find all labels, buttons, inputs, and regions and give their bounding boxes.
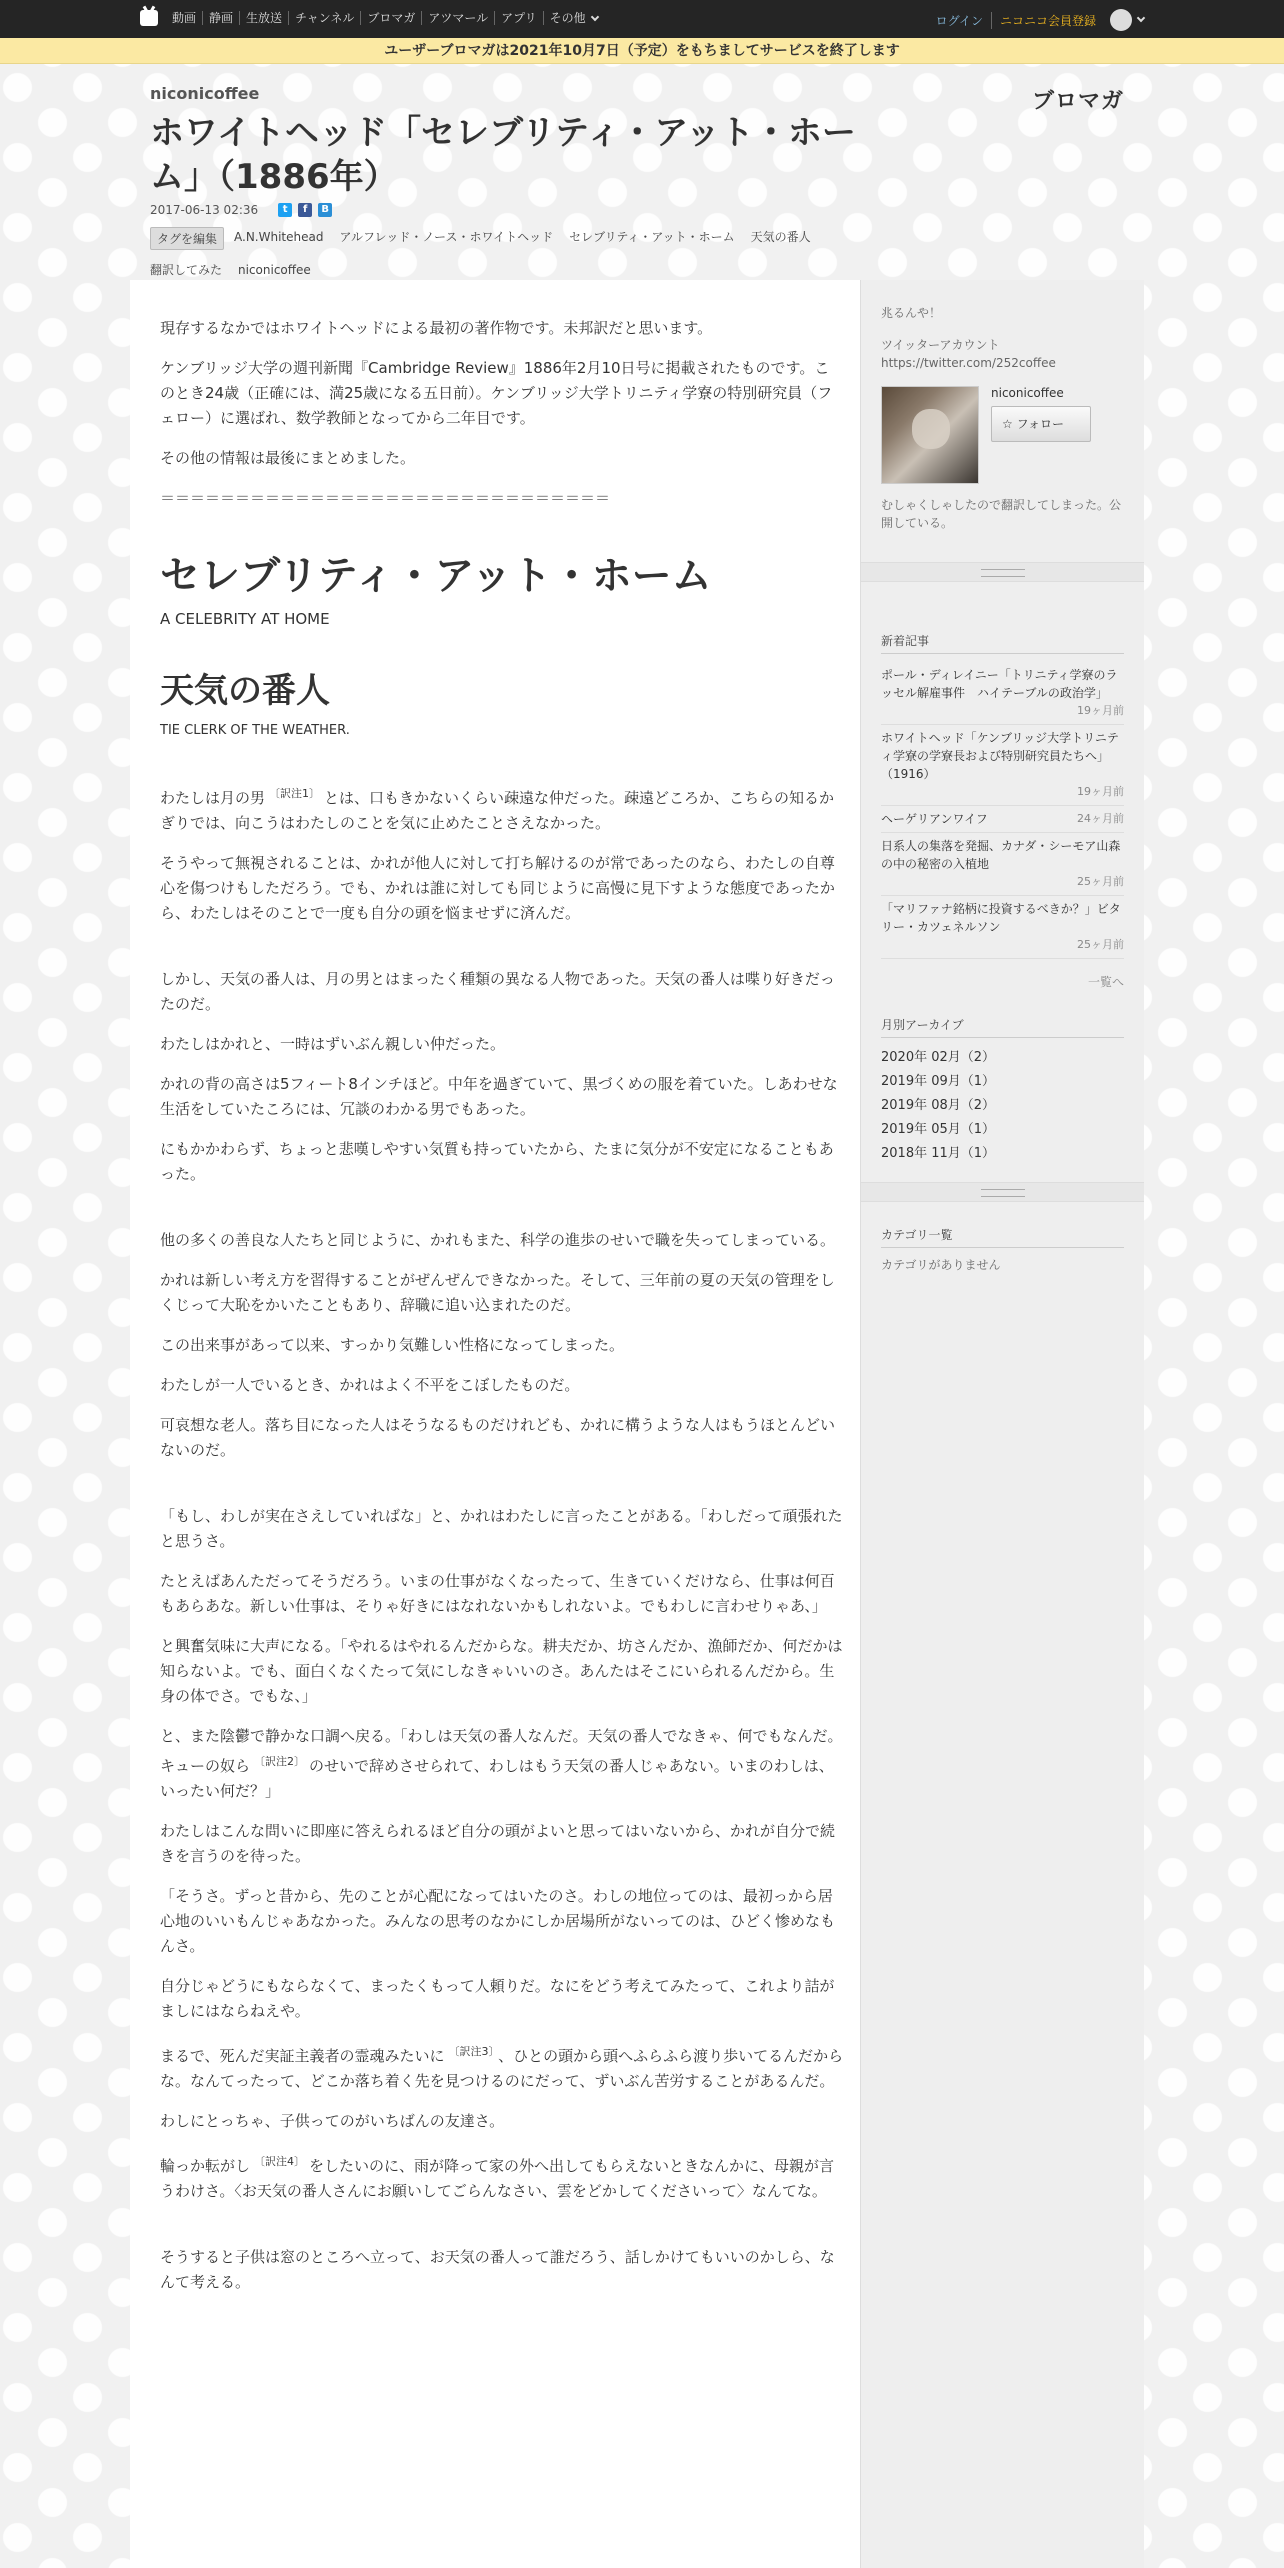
- article-paragraph: 現存するなかではホワイトヘッドによる最初の著作物です。未邦訳だと思います。: [160, 319, 713, 337]
- nav-other-label: その他: [549, 11, 586, 25]
- sidebar: [860, 280, 1144, 2568]
- hatena-bookmark-icon[interactable]: B: [318, 203, 332, 217]
- article-paragraph: 「もし、わしが実在さえしていればな」と、かれはわたしに言ったことがある。「わしだって頑張れたと思うさ。: [160, 1507, 843, 1550]
- nav-link-atsumaru[interactable]: アツマール: [422, 11, 495, 25]
- profile-avatar[interactable]: [881, 386, 979, 484]
- post-date: 2017-06-13 02:36: [150, 203, 259, 217]
- article-paragraph: わたしはこんな問いに即座に答えられるほど自分の頭がよいと思ってはいないから、かれが自分で続きを言うのを待った。: [160, 1822, 836, 1865]
- separator-line: ＝＝＝＝＝＝＝＝＝＝＝＝＝＝＝＝＝＝＝＝＝＝＝＝＝＝＝＝＝＝: [160, 489, 611, 507]
- article-paragraph: かれの背の高さは5フィート8インチほど。中年を過ぎていて、黒づくめの服を着ていた。しあわせな生活をしていたころには、冗談のわかる男でもあった。: [160, 1075, 838, 1118]
- text-span: まるで、死んだ実証主義者の霊魂みたいに: [160, 2047, 445, 2065]
- recent-article-title[interactable]: ヘーゲリアンワイフ: [881, 812, 988, 826]
- niconico-logo-icon[interactable]: [140, 10, 158, 26]
- article-header: [150, 84, 1140, 280]
- facebook-share-icon[interactable]: f: [298, 203, 312, 217]
- recent-article-item[interactable]: [881, 806, 1124, 833]
- login-link[interactable]: ログイン: [928, 12, 992, 29]
- archive-item[interactable]: 2019年 09月（1）: [881, 1074, 996, 1089]
- translator-note-link[interactable]: 〔訳注3〕: [448, 2045, 495, 2058]
- profile-section: [861, 280, 1144, 562]
- archive-item[interactable]: 2019年 08月（2）: [881, 1098, 996, 1113]
- spacer: [160, 941, 844, 967]
- tag-item[interactable]: 天気の番人: [750, 230, 811, 244]
- text-span: をしたいのに、雨が降って家の外へ出してもらえないときなんかに、母親が言うわけさ。〈お天気の番人さんにお願いしてごらんなさい、雲をどかしてくださいって〉なんてな。: [160, 2157, 835, 2200]
- twitter-share-icon[interactable]: t: [278, 203, 292, 217]
- blomaga-brand-logo[interactable]: ブロマガ: [1031, 89, 1124, 114]
- article-paragraph: [160, 2149, 844, 2204]
- spacer: [160, 1478, 844, 1504]
- recent-article-ago: 19ヶ月前: [1077, 785, 1124, 798]
- nav-link-other[interactable]: [544, 11, 604, 25]
- profile-intro: 兆るんや！: [881, 306, 942, 320]
- main-content: [130, 280, 1144, 2568]
- translator-note-link[interactable]: 〔訳注1〕: [269, 787, 321, 800]
- recent-article-title[interactable]: 「マリファナ銘柄に投資するべきか？」ビタリー・カツェネルソン: [881, 902, 1121, 934]
- see-all-link[interactable]: 一覧へ: [1087, 975, 1124, 989]
- nav-link-live[interactable]: 生放送: [240, 11, 289, 25]
- recent-article-ago: 25ヶ月前: [1077, 938, 1124, 951]
- translator-note-link[interactable]: 〔訳注4〕: [254, 2155, 306, 2168]
- profile-name[interactable]: niconicoffee: [991, 386, 1064, 400]
- recent-article-ago: 24ヶ月前: [1077, 812, 1124, 825]
- article-paragraph: 他の多くの善良な人たちと同じように、かれもまた、科学の進歩のせいで職を失ってしまっている。: [160, 1231, 836, 1249]
- article-paragraph: にもかかわらず、ちょっと悲嘆しやすい気質も持っていたから、たまに気分が不安定になることもあった。: [160, 1140, 834, 1183]
- profile-description: むしゃくしゃしたので翻訳してしまった。公開している。: [881, 498, 1122, 530]
- text-span: 輪っか転がし: [160, 2157, 251, 2175]
- text-span: 、ひとの頭から頭へふらふら渡り歩いてるんだからな。なんてったって、どこか落ち着く先を見つけるのにだって、ずいぶん苦労することがあるんだ。: [160, 2047, 844, 2090]
- article-paragraph: と興奮気味に大声になる。「やれるはやれるんだからな。耕夫だか、坊さんだか、漁師だか、何だかは知らないよ。でも、面白くなくたって気にしなきゃいいのさ。あんたはそこにいられるんだから。生身の体でさ。でもな、」: [160, 1637, 843, 1705]
- article-paragraph: わたしはかれと、一時はずいぶん親しい仲だった。: [160, 1035, 506, 1053]
- article-paragraph: その他の情報は最後にまとめました。: [160, 449, 416, 467]
- category-heading: カテゴリ一覧: [881, 1226, 1124, 1248]
- article-paragraph: そうやって無視されることは、かれが他人に対して打ち解けるのが常であったのなら、わたしの自尊心を傷つけもしただろう。でも、かれは誰に対しても同じように高慢に見下すような態度であったから、わたしはそのことで一度も自分の頭を悩ませずに済んだ。: [160, 854, 835, 922]
- chapter-heading: 天気の番人: [160, 671, 330, 711]
- tag-list: [150, 227, 840, 280]
- recent-article-ago: 25ヶ月前: [1077, 875, 1124, 888]
- archive-item[interactable]: 2018年 11月（1）: [881, 1146, 996, 1161]
- article-paragraph: 「そうさ。ずっと昔から、先のことが心配になってはいたのさ。わしの地位ってのは、最初っから居心地のいいもんじゃあなかった。みんなの思考のなかにしか居場所がないってのは、ひどく惨めなもんさ。: [160, 1887, 836, 1955]
- text-span: わたしは月の男: [160, 789, 266, 807]
- section-subheading: A CELEBRITY AT HOME: [160, 610, 330, 628]
- recent-articles-heading: 新着記事: [881, 632, 1124, 654]
- sidebar-divider: [861, 562, 1144, 582]
- section-heading: セレブリティ・アット・ホーム: [160, 553, 712, 599]
- archive-item[interactable]: 2019年 05月（1）: [881, 1122, 996, 1137]
- tag-item[interactable]: セレブリティ・アット・ホーム: [569, 230, 735, 244]
- article-body: [160, 316, 844, 2310]
- top-nav-bar: [0, 0, 1284, 38]
- tag-item[interactable]: A.N.Whitehead: [234, 230, 324, 244]
- article-paragraph: そうすると子供は窓のところへ立って、お天気の番人って誰だろう、話しかけてもいいのかしら、なんて考える。: [160, 2248, 835, 2291]
- recent-article-title[interactable]: 日系人の集落を発掘、カナダ・シーモア山森の中の秘密の入植地: [881, 839, 1121, 871]
- text-span: のせいで辞めさせられて、わしはもう天気の番人じゃあない。いまのわしは、いったい何だ？」: [160, 1757, 834, 1800]
- profile-card: [881, 386, 1124, 484]
- recent-article-item[interactable]: [881, 662, 1124, 725]
- tag-item[interactable]: niconicoffee: [238, 263, 311, 277]
- article-paragraph: [160, 2039, 844, 2094]
- spacer: [160, 741, 844, 781]
- article-paragraph: ケンブリッジ大学の週刊新聞『Cambridge Review』1886年2月10日号に掲載されたものです。このとき24歳（正確には、満25歳になる五日前）。ケンブリッジ大学トリニティ学寮の特別研究員（フェロー）に選ばれ、数学教師となってから二年目です。: [160, 359, 833, 427]
- recent-articles-section: [861, 582, 1144, 1182]
- chevron-down-icon: [590, 13, 598, 21]
- recent-article-ago: 19ヶ月前: [1077, 704, 1124, 717]
- nav-link-seiga[interactable]: 静画: [203, 11, 240, 25]
- article-paragraph: この出来事があって以来、すっかり気難しい性格になってしまった。: [160, 1336, 624, 1354]
- nav-link-app[interactable]: アプリ: [495, 11, 544, 25]
- monthly-archive-heading: 月別アーカイブ: [881, 1016, 1124, 1038]
- article-paragraph: わしにとっちゃ、子供ってのがいちばんの友達さ。: [160, 2112, 505, 2130]
- follow-label: フォロー: [1016, 417, 1064, 431]
- spacer: [160, 2219, 844, 2245]
- article-paragraph: [160, 781, 844, 836]
- account-area: [928, 9, 1144, 31]
- recent-article-item[interactable]: [881, 833, 1124, 896]
- category-section: [861, 1202, 1144, 1289]
- edit-tags-button[interactable]: タグを編集: [150, 227, 224, 250]
- recent-article-item[interactable]: [881, 896, 1124, 959]
- follow-button[interactable]: ☆ フォロー: [991, 406, 1091, 442]
- service-links: [166, 11, 604, 25]
- spacer: [160, 1202, 844, 1228]
- article-paragraph: [160, 1724, 844, 1804]
- article-paragraph: しかし、天気の番人は、月の男とはまったく種類の異なる人物であった。天気の番人は喋り好きだったのだ。: [160, 970, 835, 1013]
- tag-item[interactable]: アルフレッド・ノース・ホワイトヘッド: [339, 230, 554, 244]
- sidebar-divider: [861, 1182, 1144, 1202]
- article-paragraph: かれは新しい考え方を習得することがぜんぜんできなかった。そして、三年前の夏の天気の管理をしくじって大恥をかいたこともあり、辞職に追い込まれたのだ。: [160, 1271, 835, 1314]
- text-span: と、また陰鬱で静かな口調へ戻る。「わしは天気の番人なんだ。天気の番人でなきゃ、何でもなんだ。キューの奴ら: [160, 1727, 843, 1775]
- article-paragraph: たとえばあんただってそうだろう。いまの仕事がなくなったって、生きていくだけなら、仕事は何百もあらあな。新しい仕事は、そりゃ好きにはなれないかもしれないよ。でもわしに言わせりゃあ、」: [160, 1572, 835, 1615]
- text-span: とは、口もきかないくらい疎遠な仲だった。疎遠どころか、こちらの知るかぎりでは、向こうはわたしのことを気に止めたことさえなかった。: [160, 789, 835, 832]
- article-paragraph: 自分じゃどうにもならなくて、まったくもって人頼りだ。なにをどう考えてみたって、これより詰がましにはならねえや。: [160, 1977, 835, 2020]
- service-end-notice: ユーザーブロマガは2021年10月7日（予定）をもちましてサービスを終了します: [0, 38, 1284, 64]
- recent-article-title[interactable]: ホワイトヘッド「ケンブリッジ大学トリニティ学寮の学寮長および特別研究員たちへ」（1916）: [881, 731, 1119, 781]
- profile-twitter: ツイッターアカウント https://twitter.com/252coffee: [881, 338, 1056, 370]
- article-paragraph: わたしが一人でいるとき、かれはよく不平をこぼしたものだ。: [160, 1376, 580, 1394]
- nav-link-blomaga[interactable]: ブロマガ: [361, 11, 422, 25]
- category-empty-text: カテゴリがありません: [881, 1258, 1001, 1272]
- register-link[interactable]: ニコニコ会員登録: [999, 13, 1096, 28]
- profile-name-block: [991, 386, 1091, 484]
- post-date-row: [150, 203, 1140, 217]
- article-paragraph: 可哀想な老人。落ち目になった人はそうなるものだけれども、かれに構うような人はもうほとんどいないのだ。: [160, 1416, 836, 1459]
- nav-link-video[interactable]: 動画: [166, 11, 203, 25]
- account-menu-chevron-icon[interactable]: [1137, 14, 1145, 22]
- chapter-subheading: TIE CLERK OF THE WEATHER.: [160, 723, 350, 738]
- translator-note-link[interactable]: 〔訳注2〕: [254, 1755, 306, 1768]
- tag-item[interactable]: 翻訳してみた: [150, 263, 223, 277]
- nav-link-channel[interactable]: チャンネル: [289, 11, 361, 25]
- user-avatar-icon[interactable]: [1110, 9, 1132, 31]
- page-title: ホワイトヘッド「セレブリティ・アット・ホーム」（1886年）: [150, 113, 856, 197]
- archive-item[interactable]: 2020年 02月（2）: [881, 1050, 996, 1065]
- channel-name[interactable]: niconicoffee: [150, 84, 260, 103]
- recent-article-title[interactable]: ポール・ディレイニー「トリニティ学寮のラッセル解雇事件 ハイテーブルの政治学」: [881, 668, 1118, 700]
- recent-article-item[interactable]: [881, 725, 1124, 806]
